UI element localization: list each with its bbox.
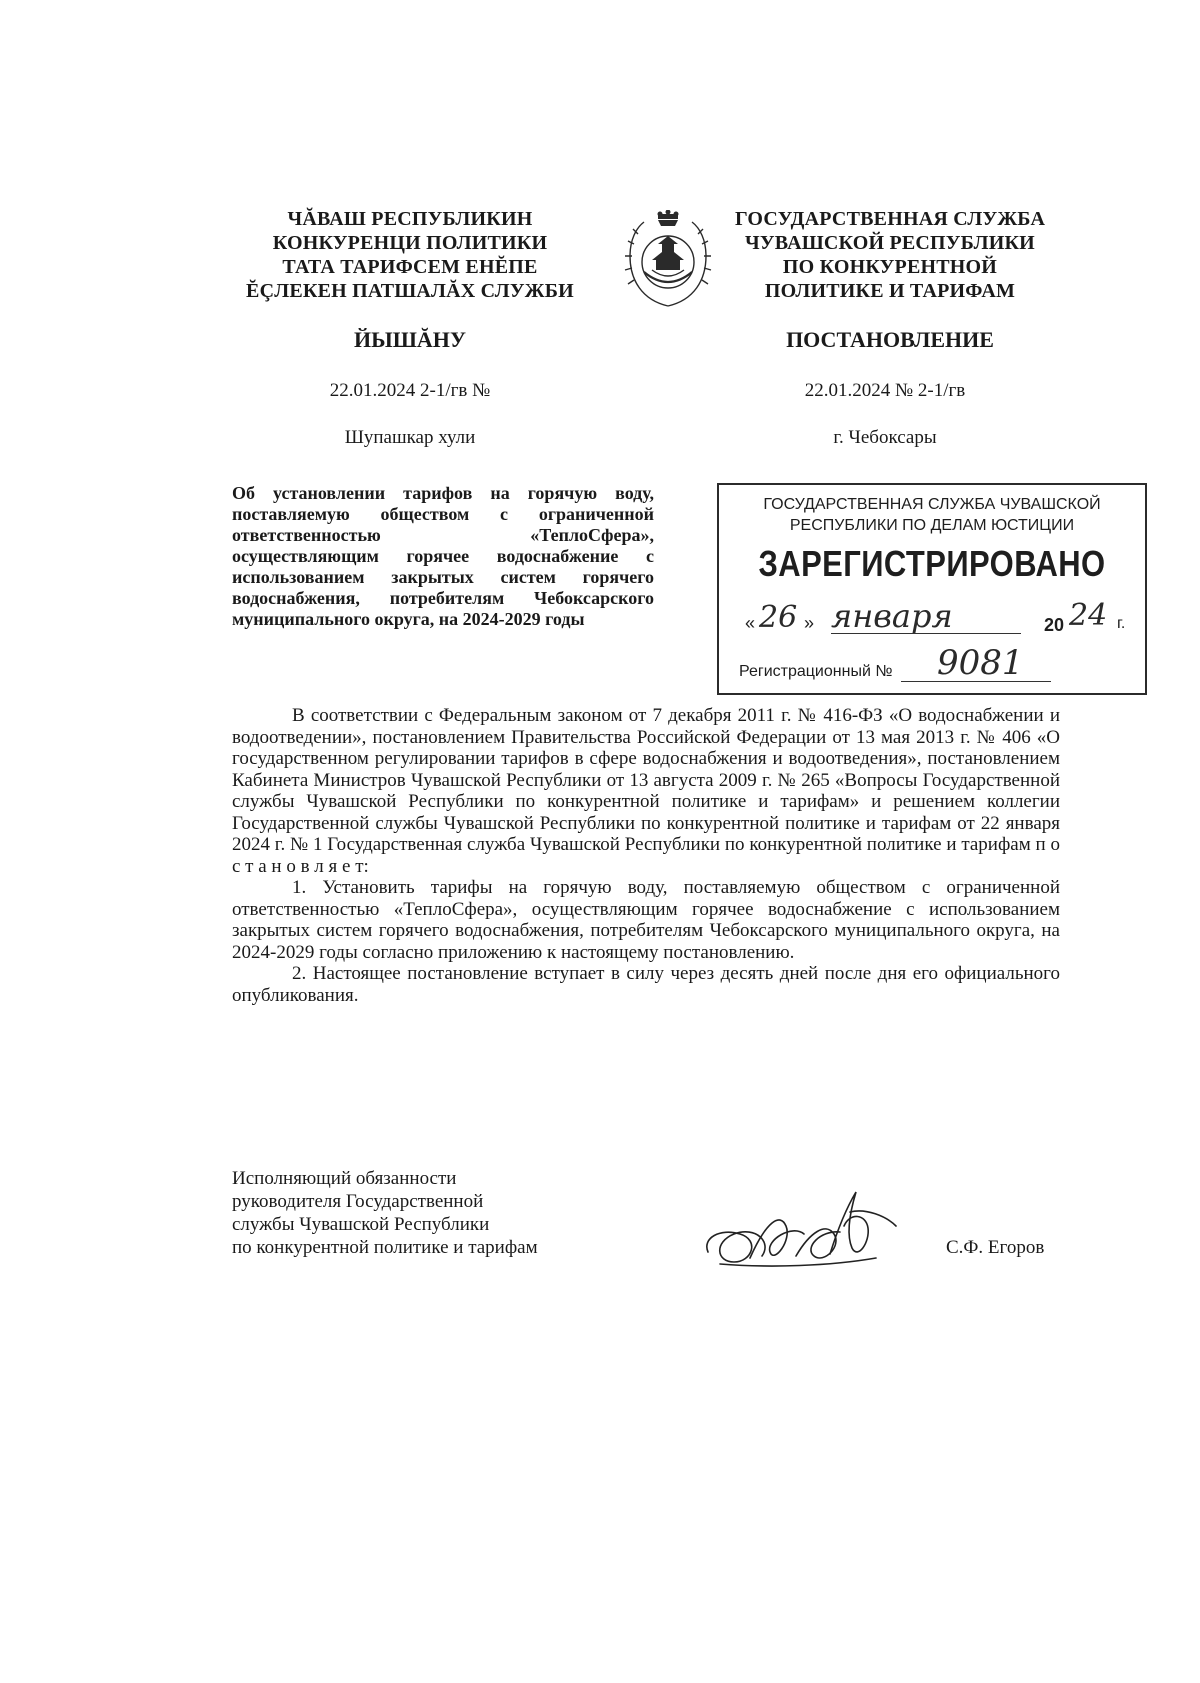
header-left-line: ĔÇЛЕКЕН ПАТШАЛĂХ СЛУЖБИ [246, 280, 574, 302]
stamp-date-day: 26 [759, 600, 798, 635]
header-left-line: КОНКУРЕНЦИ ПОЛИТИКИ [272, 232, 548, 254]
header-right-line: ПОЛИТИКЕ И ТАРИФАМ [764, 280, 1016, 302]
handwritten-signature [700, 1182, 900, 1277]
header-left-organization [225, 207, 595, 303]
stamp-date-open-quote: « [745, 613, 756, 633]
stamp-registered-label: ЗАРЕГИСТРИРОВАНО [758, 543, 1106, 584]
registration-stamp [717, 483, 1147, 695]
header-right-line: ГОСУДАРСТВЕННАЯ СЛУЖБА [735, 208, 1046, 230]
signatory-title-line: руководителя Государственной [232, 1191, 484, 1212]
signatory-title-line: службы Чувашской Республики [232, 1214, 490, 1235]
stamp-date-month: января [831, 597, 953, 635]
document-subject: Об установлении тарифов на горячую воду, поставляемую обществом с ограниченной ответственностью «ТеплоСфера», осуществляющим горячее водоснабжение с использованием закрытых систем горячего водоснабжения, потребителям Чебоксарского муниципального округа, на 2024-2029 годы [232, 483, 654, 629]
header-left-line: ТАТА ТАРИФСЕМ ЕНĔПЕ [282, 256, 538, 278]
body-paragraph: 1. Установить тарифы на горячую воду, поставляемую обществом с ограниченной ответственностью «ТеплоСфера», осуществляющим горячее водоснабжение с использованием закрытых систем горячего водоснабжения, потребителям Чебоксарского муниципального округа, на 2024-2029 годы согласно приложению к настоящему постановлению. [232, 877, 1060, 963]
signatory-title-line: по конкурентной политике и тарифам [232, 1237, 538, 1258]
stamp-year-suffix: 24 [1069, 598, 1108, 633]
document-body [232, 705, 1060, 1006]
stamp-date-line [831, 633, 1021, 634]
doc-type-right: ПОСТАНОВЛЕНИЕ [786, 327, 994, 352]
city-right: г. Чебоксары [833, 427, 937, 448]
header-right-line: ПО КОНКУРЕНТНОЙ [782, 256, 998, 278]
stamp-year-unit: г. [1117, 615, 1126, 632]
header-right-line: ЧУВАШСКОЙ РЕСПУБЛИКИ [745, 232, 1035, 254]
body-paragraph: В соответствии с Федеральным законом от 7 декабря 2011 г. № 416-ФЗ «О водоснабжении и водоотведении», постановлением Правительства Российской Федерации от 13 мая 2013 г. № 406 «О государственном регулировании тарифов в сфере водоснабжения и водоотведения», постановлением Кабинета Министров Чувашской Республики от 13 августа 2009 г. № 265 «Вопросы Государственной службы Чувашской Республики по конкурентной политике и тарифам» и решением коллегии Государственной службы Чувашской Республики по конкурентной политике и тарифам от 22 января 2024 г. № 1 Государственная служба Чувашской Республики по конкурентной политике и тарифам п о с т а н о в л я е т: [232, 705, 1060, 877]
header-right-organization [735, 207, 1045, 303]
signatory-title-line: Исполняющий обязанности [232, 1168, 457, 1189]
stamp-reg-label: Регистрационный № [739, 663, 893, 680]
signatory-title [232, 1167, 652, 1259]
city-left: Шупашкар хули [344, 427, 476, 448]
doc-type-left: ЙЫШĂНУ [353, 327, 467, 352]
stamp-org-line: ГОСУДАРСТВЕННАЯ СЛУЖБА ЧУВАШСКОЙ [763, 496, 1101, 513]
stamp-date-close-quote: » [804, 613, 815, 633]
stamp-org-line: РЕСПУБЛИКИ ПО ДЕЛАМ ЮСТИЦИИ [789, 517, 1075, 534]
stamp-reg-number: 9081 [937, 643, 1024, 683]
date-number-right: 22.01.2024 № 2-1/гв [804, 380, 966, 401]
signatory-name: С.Ф. Егоров [946, 1237, 1045, 1258]
header-left-line: ЧĂВАШ РЕСПУБЛИКИН [287, 208, 533, 230]
date-number-left: 22.01.2024 2-1/гв № [329, 380, 491, 401]
stamp-year-prefix: 20 [1044, 615, 1065, 635]
body-paragraph: 2. Настоящее постановление вступает в силу через десять дней после дня его официального опубликования. [232, 963, 1060, 1006]
chuvash-emblem-icon [622, 210, 714, 310]
